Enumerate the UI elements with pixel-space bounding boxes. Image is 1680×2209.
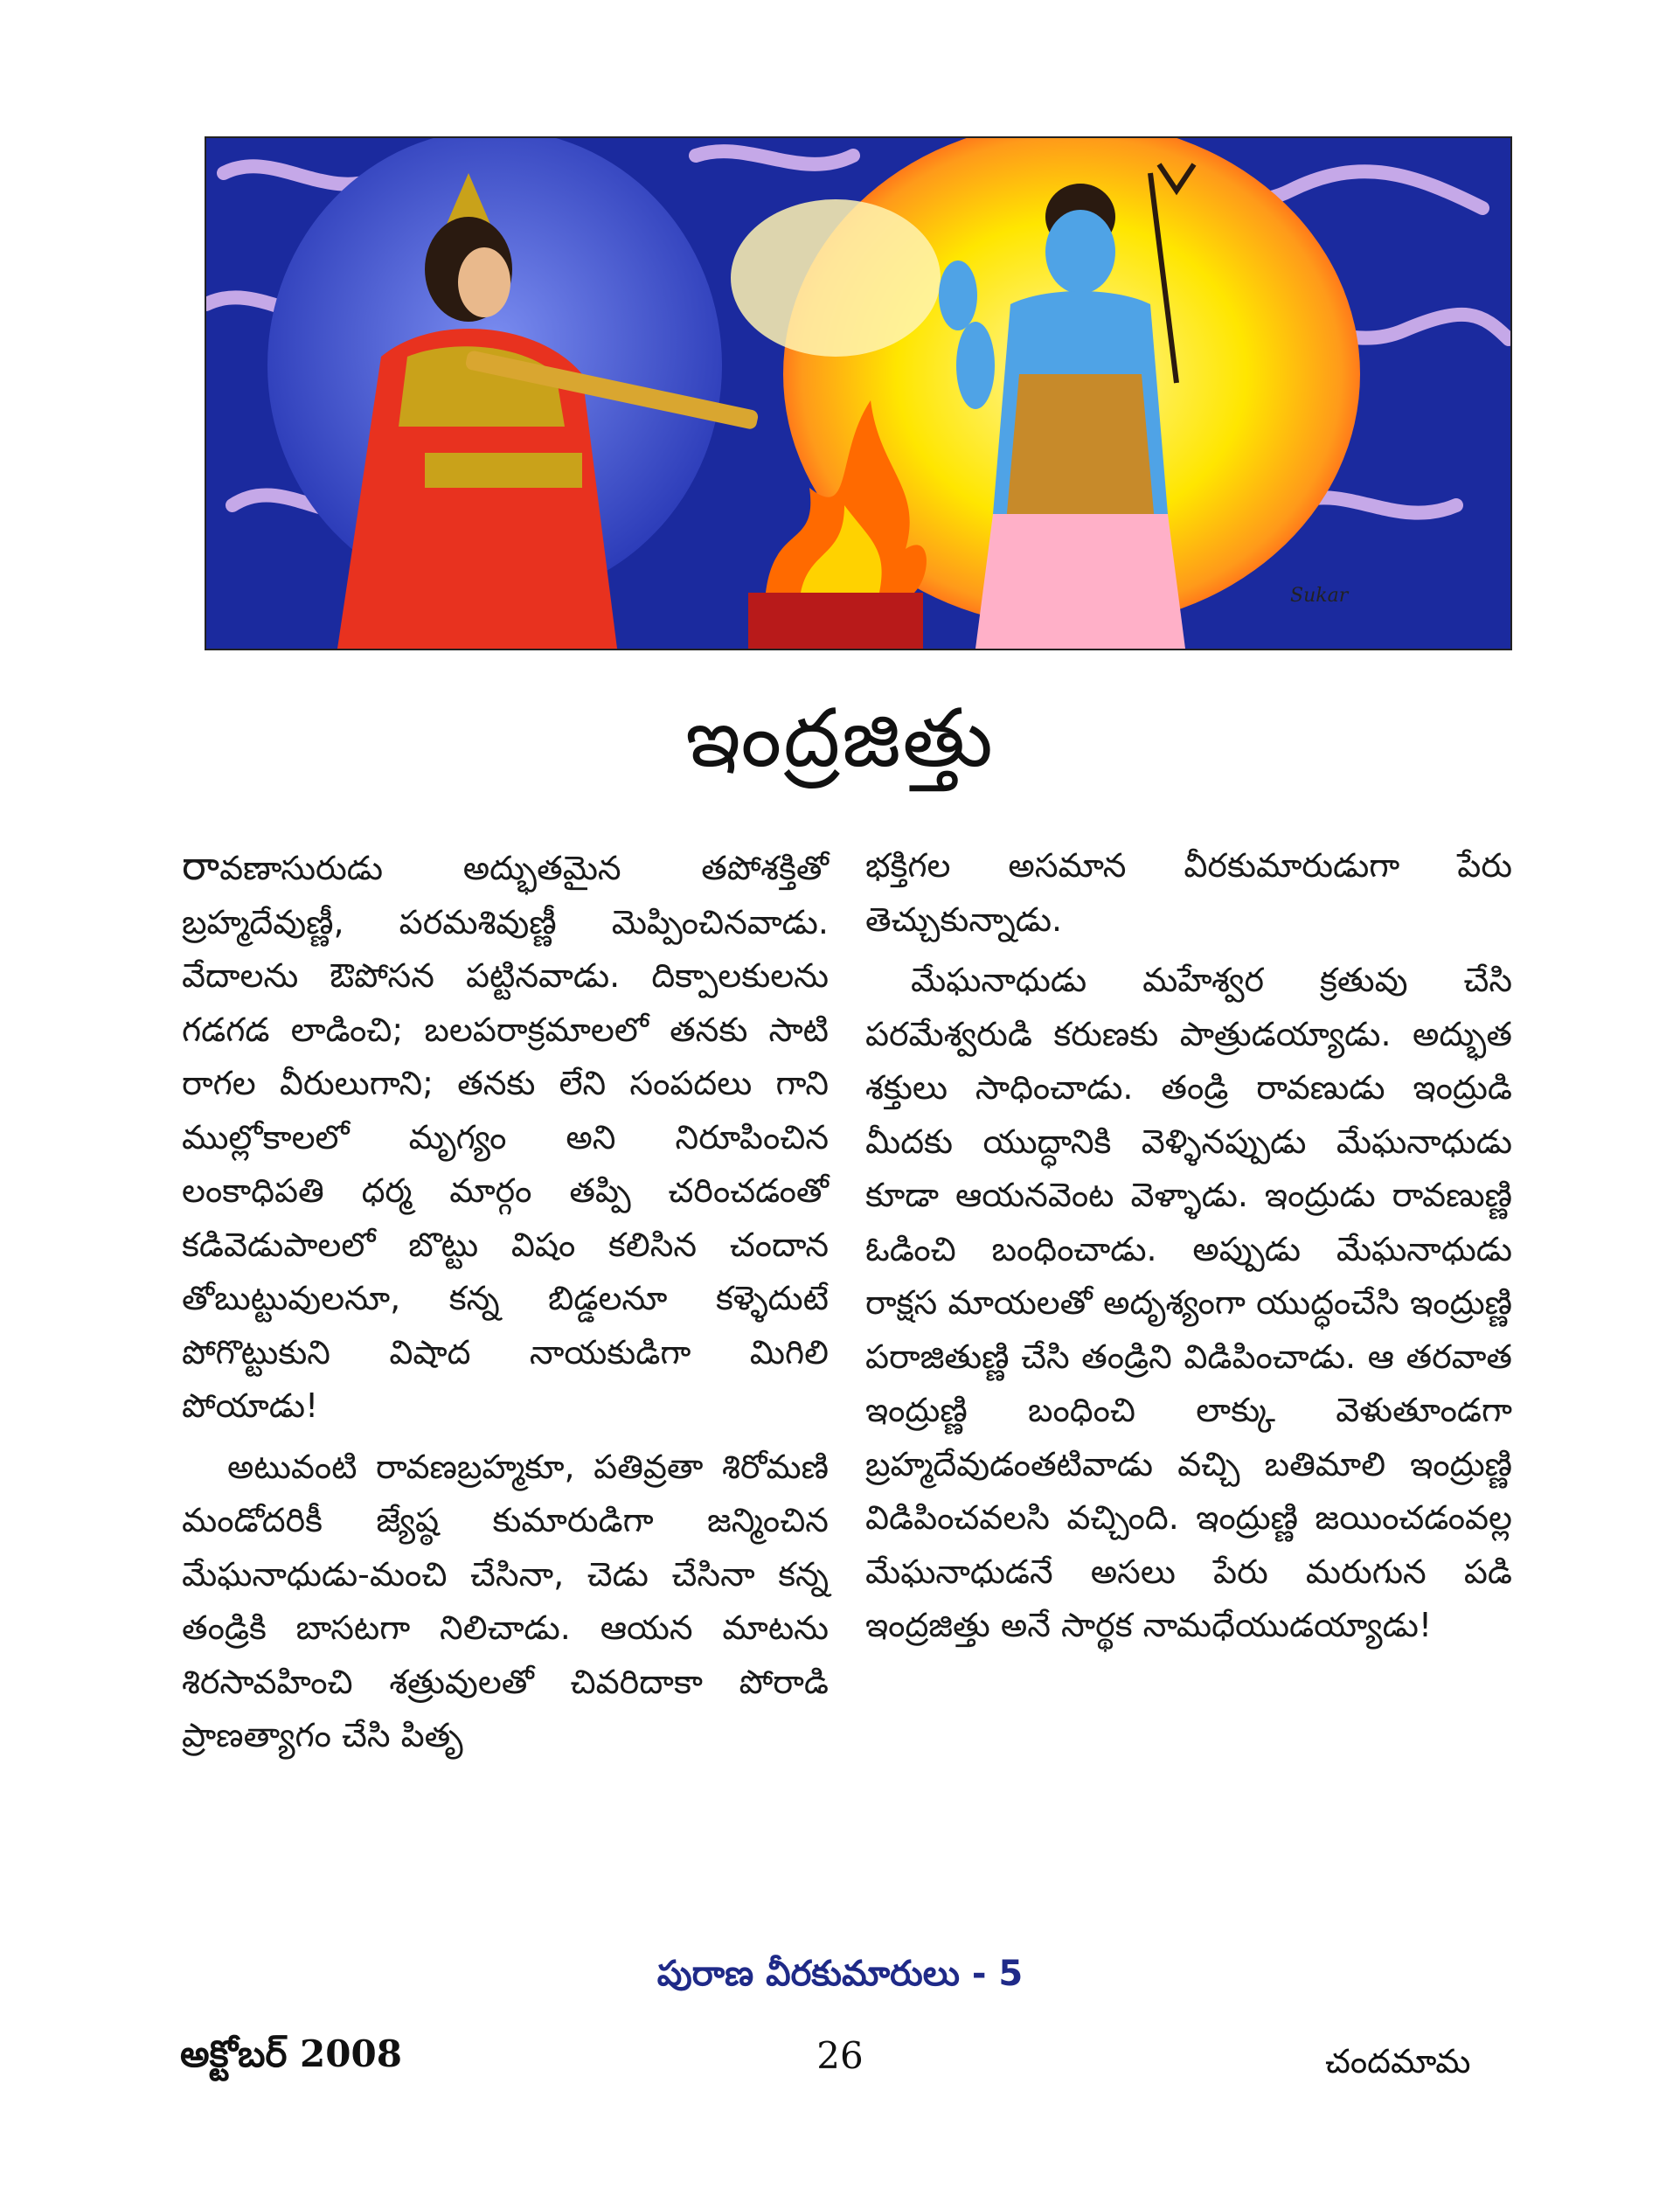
story-title: ఇంద్రజిత్తు (685, 691, 995, 785)
smoke-cloud (731, 199, 941, 357)
paragraph-2: అటువంటి రావణబ్రహ్మకూ, పతివ్రతా శిరోమణి మండోదరికీ జ్యేష్ఠ కుమారుడిగా జన్మించిన మేఘనాధుడు-మంచి చేసినా, చెడు చేసినా కన్న తండ్రికి బాసటగా నిలిచాడు. ఆయన మాటను శిరసావహించి శత్రువులతో చివరిదాకా పోరాడి ప్రాణత్యాగం చేసి పితృ (182, 1447, 829, 1754)
illustration-canvas (206, 138, 1510, 649)
magazine-name: చందమామ (1325, 2042, 1471, 2080)
paragraph-3: భక్తిగల అసమాన వీరకుమారుడుగా పేరు తెచ్చుకున్నాడు. (865, 846, 1512, 939)
left-text-column (182, 839, 829, 1763)
page-number: 26 (816, 2034, 864, 2077)
series-label: పురాణ వీరకుమారులు - 5 (656, 1954, 1024, 1994)
artist-signature: Sukar (1290, 585, 1349, 607)
paragraph-4: మేఘనాధుడు మహేశ్వర క్రతువు చేసి పరమేశ్వరుడి కరుణకు పాత్రుడయ్యాడు. అద్భుత శక్తులు సాధించాడు. తండ్రి రావణుడు ఇంద్రుడి మీదకు యుద్ధానికి వెళ్ళినప్పుడు మేఘనాధుడు కూడా ఆయనవెంట వెళ్ళాడు. ఇంద్రుడు రావణుణ్ణి ఓడించి బంధించాడు. అప్పుడు మేఘనాధుడు రాక్షస మాయలతో అదృశ్యంగా యుద్ధంచేసి ఇంద్రుణ్ణి పరాజితుణ్ణి చేసి తండ్రిని విడిపించాడు. ఆ తరవాత ఇంద్రుణ్ణి బంధించి లాక్కు వెళుతూండగా బ్రహ్మదేవుడంతటివాడు వచ్చి బతిమాలి ఇంద్రుణ్ణి విడిపించవలసి వచ్చింది. ఇంద్రుణ్ణి జయించడంవల్ల మేఘనాధుడనే అసలు పేరు మరుగున పడి ఇంద్రజిత్తు అనే సార్థక నామధేయుడయ్యాడు! (865, 961, 1512, 1644)
paragraph-1 (182, 839, 829, 1434)
drop-cap: రా (182, 842, 220, 889)
paragraph-1-body: వణాసురుడు అద్భుతమైన తపోశక్తితో బ్రహ్మదేవుణ్ణీ, పరమశివుణ్ణీ మెప్పించినవాడు. వేదాలను ఔపోసన పట్టినవాడు. దిక్పాలకులను గడగడ లాడించి; బలపరాక్రమాలలో తనకు సాటి రాగల వీరులుగాని; తనకు లేని సంపదలు గాని ముల్లోకాలలో మృగ్యం అని నిరూపించిన లంకాధిపతి ధర్మ మార్గం తప్పి చరించడంతో కడివెడుపాలలో బొట్టు విషం కలిసిన చందాన తోబుట్టువులనూ, కన్న బిడ్డలనూ కళ్ళెదుటే పోగొట్టుకుని విషాద నాయకుడిగా మిగిలి పోయాడు! (182, 849, 829, 1425)
right-text-column (865, 839, 1512, 1653)
issue-date: అక్టోబర్ 2008 (180, 2032, 402, 2075)
story-illustration (205, 136, 1512, 650)
